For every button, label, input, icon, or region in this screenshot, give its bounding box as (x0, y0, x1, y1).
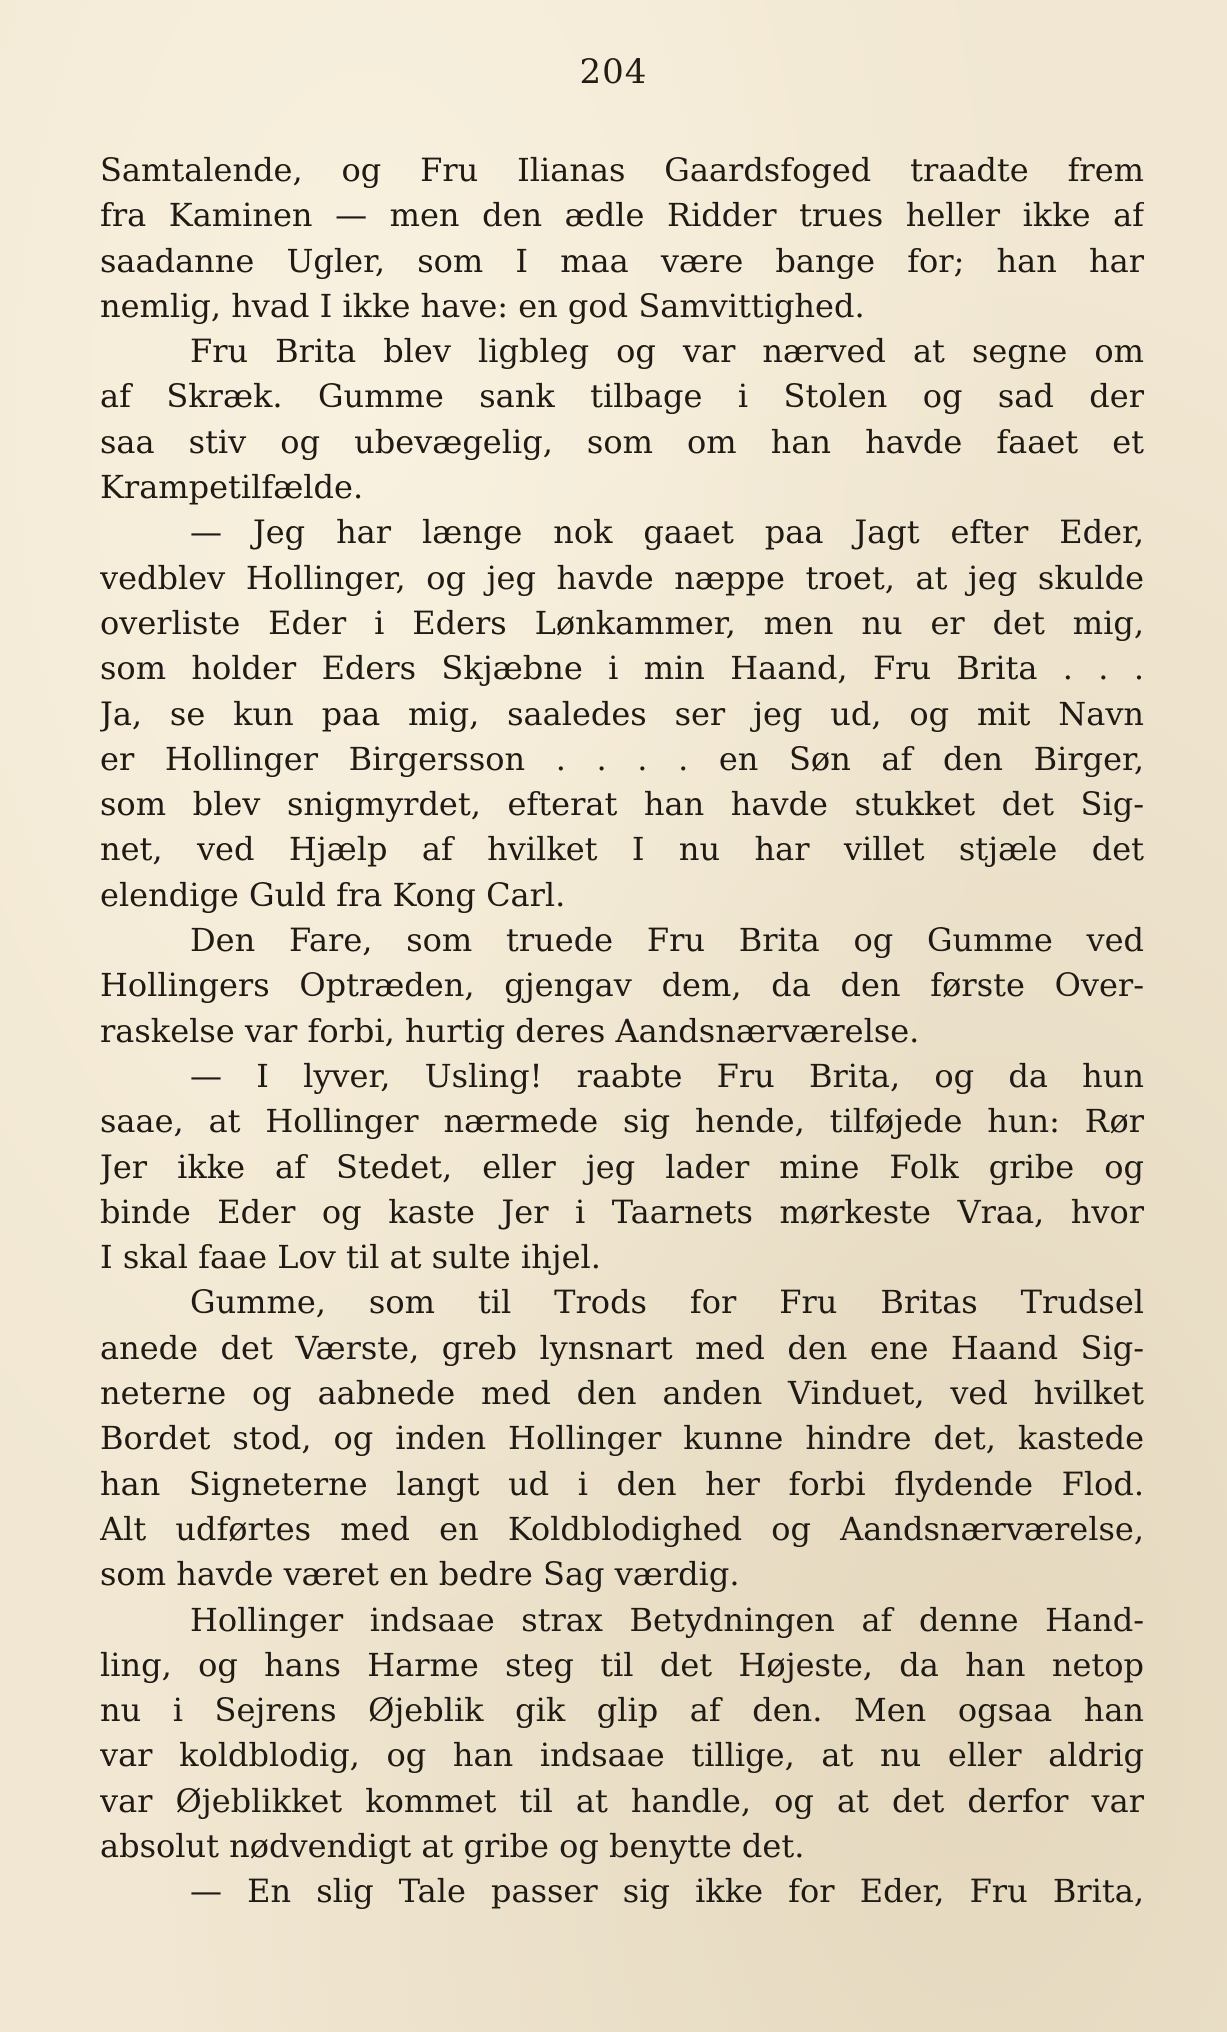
text-line: elendige Guld fra Kong Carl. (100, 875, 566, 914)
text-line: saae, at Hollinger nærmede sig hende, tilføjede hun: Rør (100, 1102, 1144, 1141)
text-line: han Signeterne langt ud i den her forbi flydende Flod. (100, 1464, 1144, 1503)
text-line: saadanne Ugler, som I maa være bange for; han har (100, 241, 1144, 280)
text-line: Alt udførtes med en Koldblodighed og Aandsnærværelse, (100, 1509, 1144, 1548)
text-line: Krampetilfælde. (100, 468, 364, 507)
text-line: som blev snigmyrdet, efterat han havde stukket det Sig- (100, 785, 1144, 824)
text-line: fra Kaminen — men den ædle Ridder trues heller ikke af (100, 196, 1144, 235)
text-line: Hollinger indsaae strax Betydningen af denne Hand- (190, 1600, 1144, 1639)
text-line: — I lyver, Usling! raabte Fru Brita, og da hun (190, 1056, 1144, 1095)
text-line: neterne og aabnede med den anden Vinduet, ved hvilket (100, 1374, 1144, 1413)
text-line: I skal faae Lov til at sulte ihjel. (100, 1238, 601, 1277)
text-line: — Jeg har længe nok gaaet paa Jagt efter Eder, (190, 513, 1144, 552)
text-line: var koldblodig, og han indsaae tillige, at nu eller aldrig (100, 1736, 1144, 1775)
text-line: binde Eder og kaste Jer i Taarnets mørkeste Vraa, hvor (100, 1192, 1144, 1231)
text-line: absolut nødvendigt at gribe og benytte det. (100, 1826, 805, 1865)
text-line: vedblev Hollinger, og jeg havde næppe troet, at jeg skulde (100, 558, 1144, 597)
text-line: nu i Sejrens Øjeblik gik glip af den. Men ogsaa han (100, 1691, 1144, 1730)
text-line: nemlig, hvad I ikke have: en god Samvittighed. (100, 286, 865, 325)
text-line: saa stiv og ubevægelig, som om han havde faaet et (100, 422, 1144, 461)
text-line: Jer ikke af Stedet, eller jeg lader mine Folk gribe og (100, 1147, 1144, 1186)
text-line: Ja, se kun paa mig, saaledes ser jeg ud, og mit Navn (100, 694, 1144, 733)
text-line: af Skræk. Gumme sank tilbage i Stolen og sad der (100, 377, 1144, 416)
text-line: ling, og hans Harme steg til det Højeste, da han netop (100, 1645, 1144, 1684)
page-number: 204 (579, 52, 648, 92)
text-line: var Øjeblikket kommet til at handle, og at det derfor var (100, 1781, 1144, 1820)
text-line: Samtalende, og Fru Ilianas Gaardsfoged traadte frem (100, 151, 1144, 189)
text-line: overliste Eder i Eders Lønkammer, men nu er det mig, (100, 603, 1144, 642)
text-line: — En slig Tale passer sig ikke for Eder, Fru Brita, (190, 1872, 1144, 1911)
text-line: Gumme, som til Trods for Fru Britas Trudsel (190, 1283, 1144, 1322)
text-line: er Hollinger Birgersson . . . . en Søn af den Birger, (100, 739, 1144, 778)
text-line: net, ved Hjælp af hvilket I nu har villet stjæle det (100, 830, 1144, 869)
text-line: Fru Brita blev ligbleg og var nærved at segne om (190, 332, 1144, 371)
text-line: anede det Værste, greb lynsnart med den ene Haand Sig- (100, 1328, 1144, 1367)
text-line: Hollingers Optræden, gjengav dem, da den første Over- (100, 966, 1144, 1005)
text-line: Bordet stod, og inden Hollinger kunne hindre det, kastede (100, 1419, 1144, 1458)
text-line: som holder Eders Skjæbne i min Haand, Fru Brita . . . (100, 649, 1144, 688)
text-line: raskelse var forbi, hurtig deres Aandsnærværelse. (100, 1011, 920, 1050)
body-text (100, 148, 1144, 1915)
text-line: Den Fare, som truede Fru Brita og Gumme ved (190, 921, 1144, 960)
text-line: som havde været en bedre Sag værdig. (100, 1555, 740, 1594)
